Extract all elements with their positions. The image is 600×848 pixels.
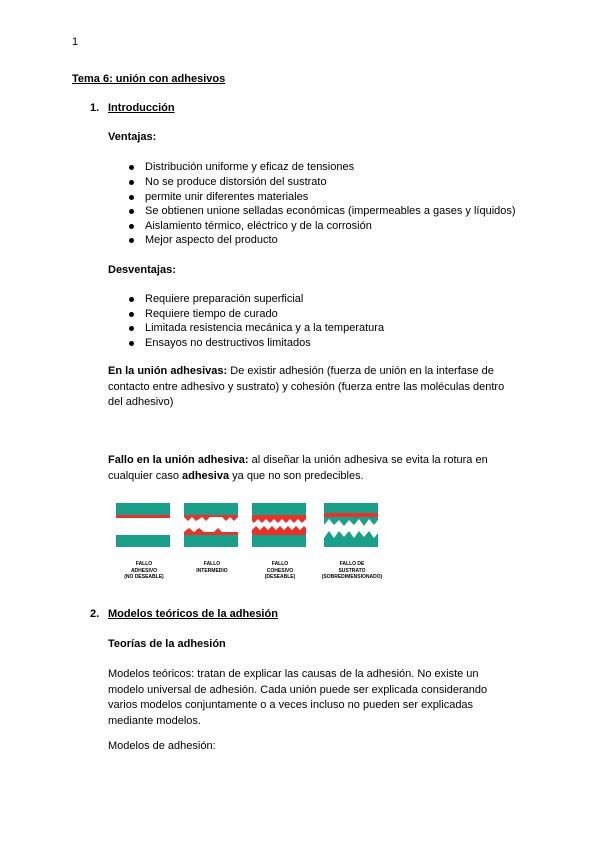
figure-label-intermediate: FALLO INTERMEDIO — [196, 561, 228, 574]
list-item: No se produce distorsión del sustrato — [145, 176, 327, 188]
adhesive-joint-paragraph: En la unión adhesivas: De existir adhesión (fuerza de unión en la interfase de contacto entre adhesivo y sustrato) y cohesión (fuerza entre las moléculas dentro del adhesivo) — [108, 365, 505, 408]
intermediate-failure-figure — [184, 503, 238, 547]
list-item: permite unir diferentes materiales — [145, 191, 308, 203]
list-item: Requiere tiempo de curado — [145, 308, 278, 320]
section1-number: 1. — [90, 102, 100, 114]
bullet-icon — [129, 180, 134, 185]
section1-title: Introducción — [108, 102, 175, 114]
theoretical-models-paragraph: Modelos teóricos: tratan de explicar las causas de la adhesión. No existe un modelo universal de adhesión. Cada unión puede ser explicada considerando varios modelos conjuntamente o a veces incluso no pueden ser explicadas mediante modelos. — [108, 668, 488, 727]
list-item: Se obtienen unione selladas económicas (impermeables a gases y líquidos) — [145, 205, 516, 217]
failure-modes-diagram — [110, 498, 400, 558]
bullet-icon — [129, 224, 134, 229]
section2-number: 2. — [90, 608, 100, 620]
cohesive-failure-figure — [252, 503, 306, 547]
topic-title: Tema 6: unión con adhesivos — [72, 73, 226, 85]
list-item: Limitada resistencia mecánica y a la temperatura — [145, 322, 384, 334]
disadvantages-heading: Desventajas: — [108, 264, 176, 276]
bullet-icon — [129, 238, 134, 243]
list-item: Distribución uniforme y eficaz de tensiones — [145, 161, 354, 173]
list-item: Requiere preparación superficial — [145, 293, 303, 305]
list-item: Ensayos no destructivos limitados — [145, 337, 311, 349]
bullet-icon — [129, 195, 134, 200]
bullet-icon — [129, 165, 134, 170]
bullet-icon — [129, 326, 134, 331]
bullet-icon — [129, 341, 134, 346]
adhesive-failure-figure — [116, 503, 170, 547]
figure-label-adhesive: FALLO ADHESIVO (NO DESEABLE) — [124, 561, 164, 580]
adhesion-models-label: Modelos de adhesión: — [108, 740, 216, 752]
figure-label-cohesive: FALLO COHESIVO (DESEABLE) — [264, 561, 296, 580]
list-item: Aislamiento térmico, eléctrico y de la corrosión — [145, 220, 372, 232]
figure-label-substrate: FALLO DE SUSTRATO (SOBREDIMENSIONADO) — [321, 561, 383, 580]
page-number: 1 — [72, 36, 79, 48]
theories-subheading: Teorías de la adhesión — [108, 638, 226, 650]
advantages-heading: Ventajas: — [108, 131, 157, 143]
bullet-icon — [129, 209, 134, 214]
bullet-icon — [129, 312, 134, 317]
substrate-failure-figure — [324, 503, 378, 547]
section2-title: Modelos teóricos de la adhesión — [108, 608, 278, 620]
bullet-icon — [129, 297, 134, 302]
failure-paragraph: Fallo en la unión adhesiva: al diseñar la unión adhesiva se evita la rotura en cualquier caso adhesiva ya que no son predecibles. — [108, 454, 488, 482]
list-item: Mejor aspecto del producto — [145, 234, 278, 246]
